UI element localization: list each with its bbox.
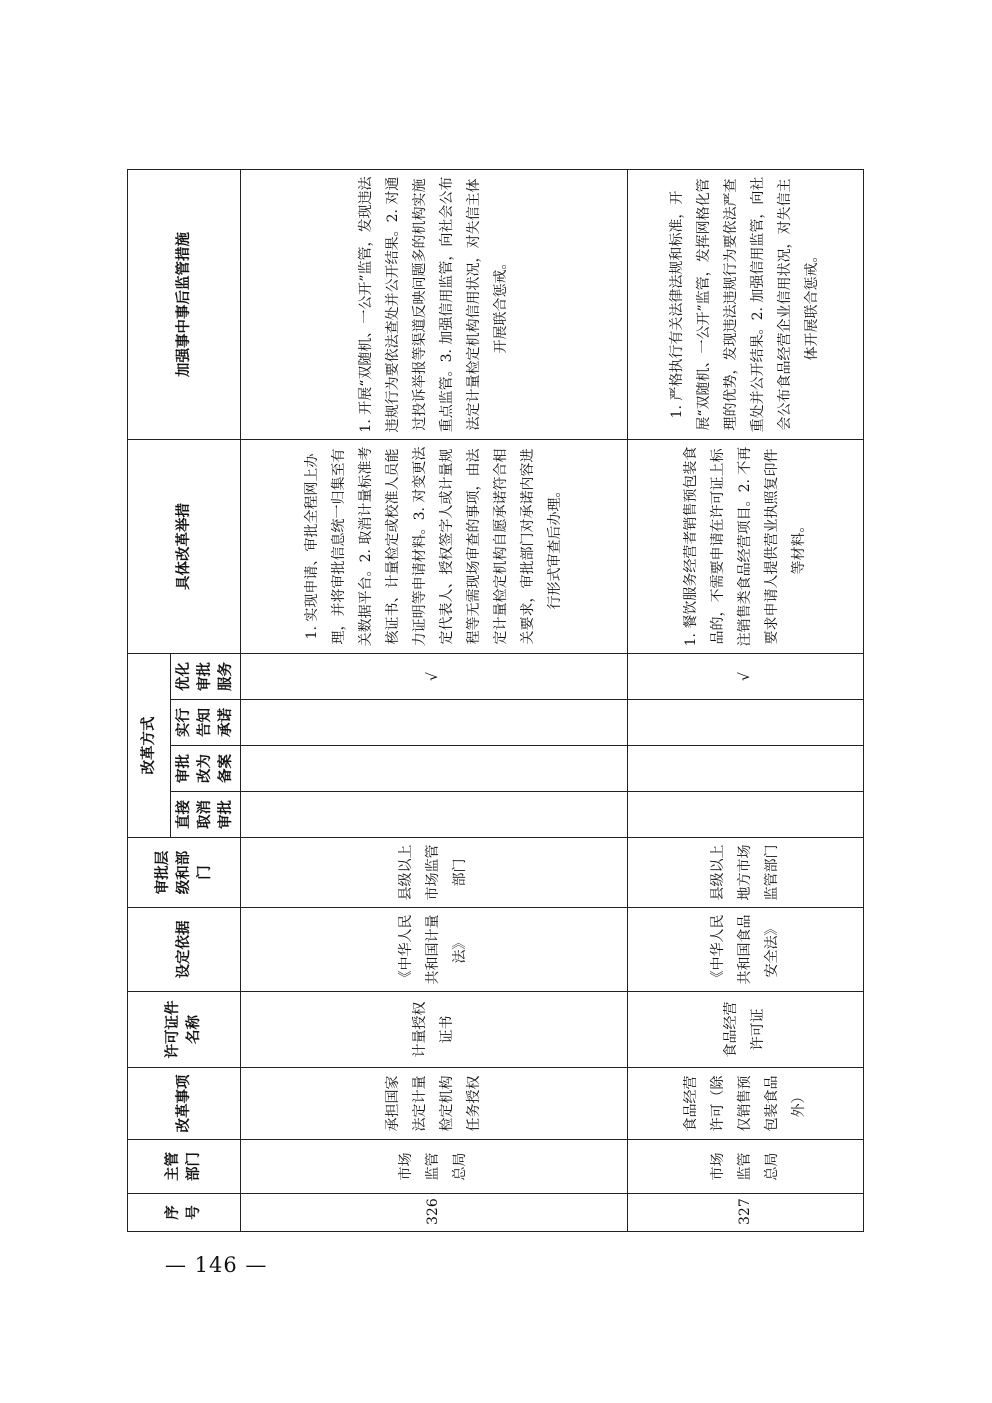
cell-seq: 327 [627,1194,863,1232]
header-method-filing: 审批改为备案 [171,746,241,792]
header-supervision: 加强事中事后监管措施 [128,170,241,440]
cell-method-notify [241,700,628,746]
cell-level: 县级以上地方市场监管部门 [627,838,863,908]
header-measures: 具体改革举措 [128,440,241,654]
cell-basis: 《中华人民共和国计量法》 [241,908,628,992]
cell-basis: 《中华人民共和国食品安全法》 [627,908,863,992]
header-item: 改革事项 [128,1068,241,1140]
cell-method-filing [241,746,628,792]
cell-item: 承担国家法定计量检定机构任务授权 [241,1068,628,1140]
cell-item: 食品经营许可（除仅销售预包装食品外） [627,1068,863,1140]
header-method: 改革方式 [128,654,171,838]
header-license: 许可证件名称 [128,992,241,1068]
cell-method-cancel [241,792,628,838]
cell-measures: 1. 餐饮服务经营者销售预包装食品的，不需要申请在许可证上标注销售类食品经营项目。2. 不再要求申请人提供营业执照复印件等材料。 [627,440,863,654]
reform-table [127,169,864,1232]
header-basis: 设定依据 [128,908,241,992]
cell-level: 县级以上市场监管部门 [241,838,628,908]
header-level: 审批层级和部门 [128,838,241,908]
cell-supervision: 1. 严格执行有关法律法规和标准，开展“双随机、一公开”监管，发挥网格化管理的优势，发现违法违规行为要依法严查重处并公开结果。2. 加强信用监管，向社会公布食品经营企业信用状况，对失信主体开展联合惩戒。 [627,170,863,440]
table-row [241,170,628,1232]
cell-method-notify [627,700,863,746]
cell-measures: 1. 实现申请、审批全程网上办理，并将审批信息统一归集至有关数据平台。2. 取消计量标准考核证书、计量检定或校准人员能力证明等申请材料。3. 对变更法定代表人、授权签字人或计量规程等无需现场审查的事项，由法定计量检定机构自愿承诺符合相关要求，审批部门对承诺内容进行形式审查后办理。 [241,440,628,654]
cell-seq: 326 [241,1194,628,1232]
cell-dept: 市场监管总局 [627,1140,863,1194]
header-method-cancel: 直接取消审批 [171,792,241,838]
page-number: — 146 — [165,1253,268,1277]
cell-license: 食品经营许可证 [627,992,863,1068]
header-dept: 主管部门 [128,1140,241,1194]
header-method-notify: 实行告知承诺 [171,700,241,746]
table-row [627,170,863,1232]
cell-supervision: 1. 开展“双随机、一公开”监管，发现违法违规行为要依法查处并公开结果。2. 对通过投诉举报等渠道反映问题多的机构实施重点监管。3. 加强信用监管，向社会公布法定计量检定机构信用状况，对失信主体开展联合惩戒。 [241,170,628,440]
header-method-optimize: 优化审批服务 [171,654,241,700]
cell-method-optimize: √ [627,654,863,700]
cell-method-filing [627,746,863,792]
header-row [128,170,171,1232]
header-seq: 序号 [128,1194,241,1232]
cell-method-optimize: √ [241,654,628,700]
cell-method-cancel [627,792,863,838]
cell-license: 计量授权证书 [241,992,628,1068]
rotated-table-container [127,170,864,1232]
cell-dept: 市场监管总局 [241,1140,628,1194]
